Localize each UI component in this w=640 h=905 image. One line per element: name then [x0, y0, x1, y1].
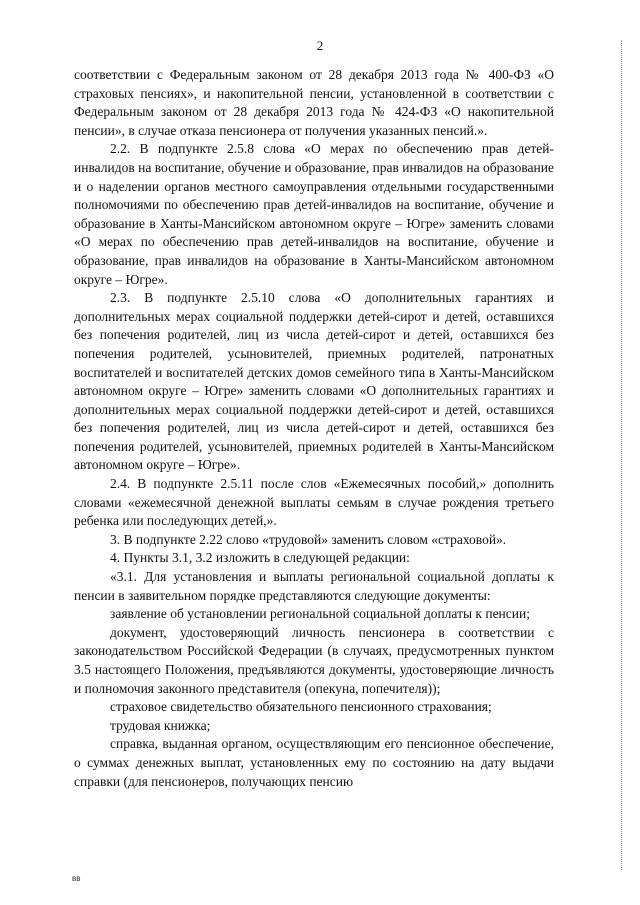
paragraph: 2.4. В подпункте 2.5.11 после слов «Ежемесячных пособий,» дополнить словами «ежемесячной денежной выплаты семьям в случае рождения третьего ребенка или последующих детей,».: [74, 476, 554, 529]
scan-edge-divider: [621, 40, 622, 870]
paragraph: заявление об установлении региональной социальной доплаты к пенсии;: [110, 606, 530, 622]
paragraph: справка, выданная органом, осуществляющим его пенсионное обеспечение, о суммах денежных выплат, установленных ему по состоянию на дату выдачи справки (для пенсионеров, получающих пенсию: [74, 736, 554, 789]
paragraph: 4. Пункты 3.1, 3.2 изложить в следующей редакции:: [110, 550, 410, 566]
paragraph: 2.3. В подпункте 2.5.10 слова «О дополнительных гарантиях и дополнительных мерах социальной поддержки детей-сирот и детей, оставшихся без попечения родителей, лиц из числа детей-сирот и детей, оставшихся без попечения родителей, усыновителей, приемных родителей, патронатных воспитателей и воспитателей детских домов семейного типа в Ханты-Мансийском автономном округе – Югре» заменить словами «О дополнительных гарантиях и дополнительных мерах социальной поддержки детей-сирот и детей, оставшихся без попечения родителей, лиц из числа детей-сирот и детей, оставшихся без попечения родителей, усыновителей, приемных родителей в Ханты-Мансийском автономном округе – Югре».: [74, 290, 554, 473]
paragraph: трудовая книжка;: [110, 717, 211, 733]
paragraph: 3. В подпункте 2.22 слово «трудовой» заменить словом «страховой».: [110, 531, 507, 547]
paragraph: 2.2. В подпункте 2.5.8 слова «О мерах по обеспечению прав детей-инвалидов на воспитание, обучение и образование, прав инвалидов на образование и о наделении органов местного самоуправления отдельными государственными полномочиями по обеспечению прав детей-инвалидов на воспитание, обучение и образование в Ханты-Мансийском автономном округе – Югре» заменить словами «О мерах по обеспечению прав детей-инвалидов на воспитание, обучение и образование, прав инвалидов на образование в Ханты-Мансийском автономном округе – Югре».: [74, 141, 554, 287]
paragraph: страховое свидетельство обязательного пенсионного страхования;: [110, 699, 492, 715]
paragraph: документ, удостоверяющий личность пенсионера в соответствии с законодательством Российской Федерации (в случаях, предусмотренных пунктом 3.5 настоящего Положения, предъявляются документы, удостоверяющие личность и полномочия законного представителя (опекуна, попечителя));: [74, 624, 554, 696]
footer-mark: вв: [72, 874, 81, 883]
page-number: 2: [316, 38, 324, 53]
paragraph: «3.1. Для установления и выплаты региональной социальной доплаты к пенсии в заявительном порядке представляются следующие документы:: [74, 569, 554, 603]
paragraph: соответствии с Федеральным законом от 28 декабря 2013 года № 400-ФЗ «О страховых пенсиях», и накопительной пенсии, установленной в соответствии с Федеральным законом от 28 декабря 2013 года № 424-ФЗ «О накопительной пенсии», в случае отказа пенсионера от получения указанных пенсий.».: [74, 67, 554, 138]
document-body: [74, 66, 554, 791]
